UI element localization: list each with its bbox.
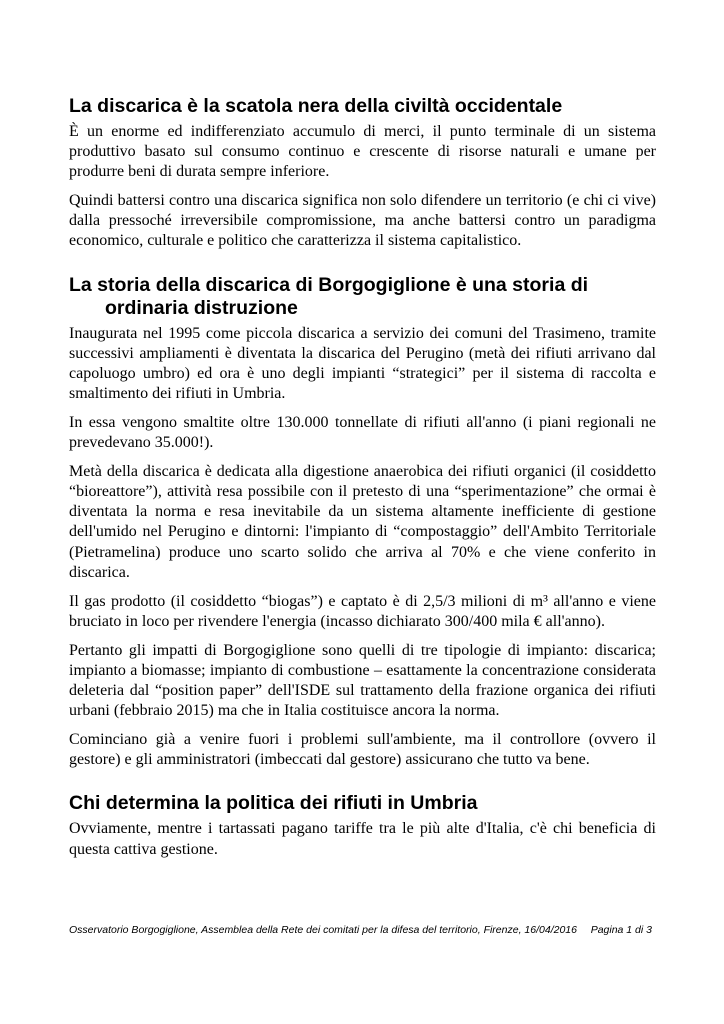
paragraph: Inaugurata nel 1995 come piccola discarica a servizio dei comuni del Trasimeno, tramite successivi ampliamenti è diventata la discarica del Perugino (metà dei rifiuti arrivano dal capoluogo umbro) ed ora è uno degli impianti “strategici” per il sistema di raccolta e smaltimento dei rifiuti in Umbria. [69, 324, 656, 402]
paragraph: Pertanto gli impatti di Borgogiglione sono quelli di tre tipologie di impianto: discarica; impianto a biomasse; impianto di combustione – esattamente la concentrazione considerata deleteria dal “position paper” dell'ISDE sul trattamento della frazione organica dei rifiuti urbani (febbraio 2015) ma che in Italia costituisce ancora la norma. [69, 641, 656, 720]
document-body [69, 95, 656, 869]
section-heading-2: La storia della discarica di Borgogiglione è una storia di ordinaria distruzione [69, 273, 589, 319]
page-number: Pagina 1 di 3 [590, 924, 652, 936]
paragraph: Quindi battersi contro una discarica significa non solo difendere un territorio (e chi ci vive) dalla pressoché irreversibile compromissione, ma anche battersi contro un paradigma economico, culturale e politico che caratterizza il sistema capitalistico. [69, 192, 656, 250]
page-footer [69, 924, 652, 937]
paragraph: Metà della discarica è dedicata alla digestione anaerobica dei rifiuti organici (il cosiddetto “bioreattore”), attività resa possibile con il pretesto di una “sperimentazione” che ormai è diventata la norma e resa inevitabile da un sistema altamente inefficiente di gestione dell'umido nel Perugino e dintorni: l'impianto di “compostaggio” dell'Ambito Territoriale (Pietramelina) produce uno scarto solido che arriva al 70% e che viene conferito in discarica. [69, 463, 656, 581]
section-heading-3: Chi determina la politica dei rifiuti in Umbria [69, 792, 478, 815]
footer-text: Osservatorio Borgogiglione, Assemblea della Rete dei comitati per la difesa del territorio, Firenze, 16/04/2016 [69, 924, 577, 936]
paragraph: In essa vengono smaltite oltre 130.000 tonnellate di rifiuti all'anno (i piani regionali ne prevedevano 35.000!). [69, 413, 656, 452]
paragraph: Ovviamente, mentre i tartassati pagano tariffe tra le più alte d'Italia, c'è chi beneficia di questa cattiva gestione. [69, 820, 656, 858]
paragraph: Cominciano già a venire fuori i problemi sull'ambiente, ma il controllore (ovvero il gestore) e gli amministratori (imbeccati dal gestore) assicurano che tutto va bene. [69, 731, 656, 769]
paragraph: Il gas prodotto (il cosiddetto “biogas”) e captato è di 2,5/3 milioni di m³ all'anno e viene bruciato in loco per rivendere l'energia (incasso dichiarato 300/400 mila € all'anno). [69, 592, 656, 630]
section-heading-1: La discarica è la scatola nera della civiltà occidentale [69, 95, 563, 117]
paragraph: È un enorme ed indifferenziato accumulo di merci, il punto terminale di un sistema produttivo basato sul consumo continuo e crescente di risorse naturali e umane per produrre beni di durata sempre inferiore. [69, 123, 656, 181]
